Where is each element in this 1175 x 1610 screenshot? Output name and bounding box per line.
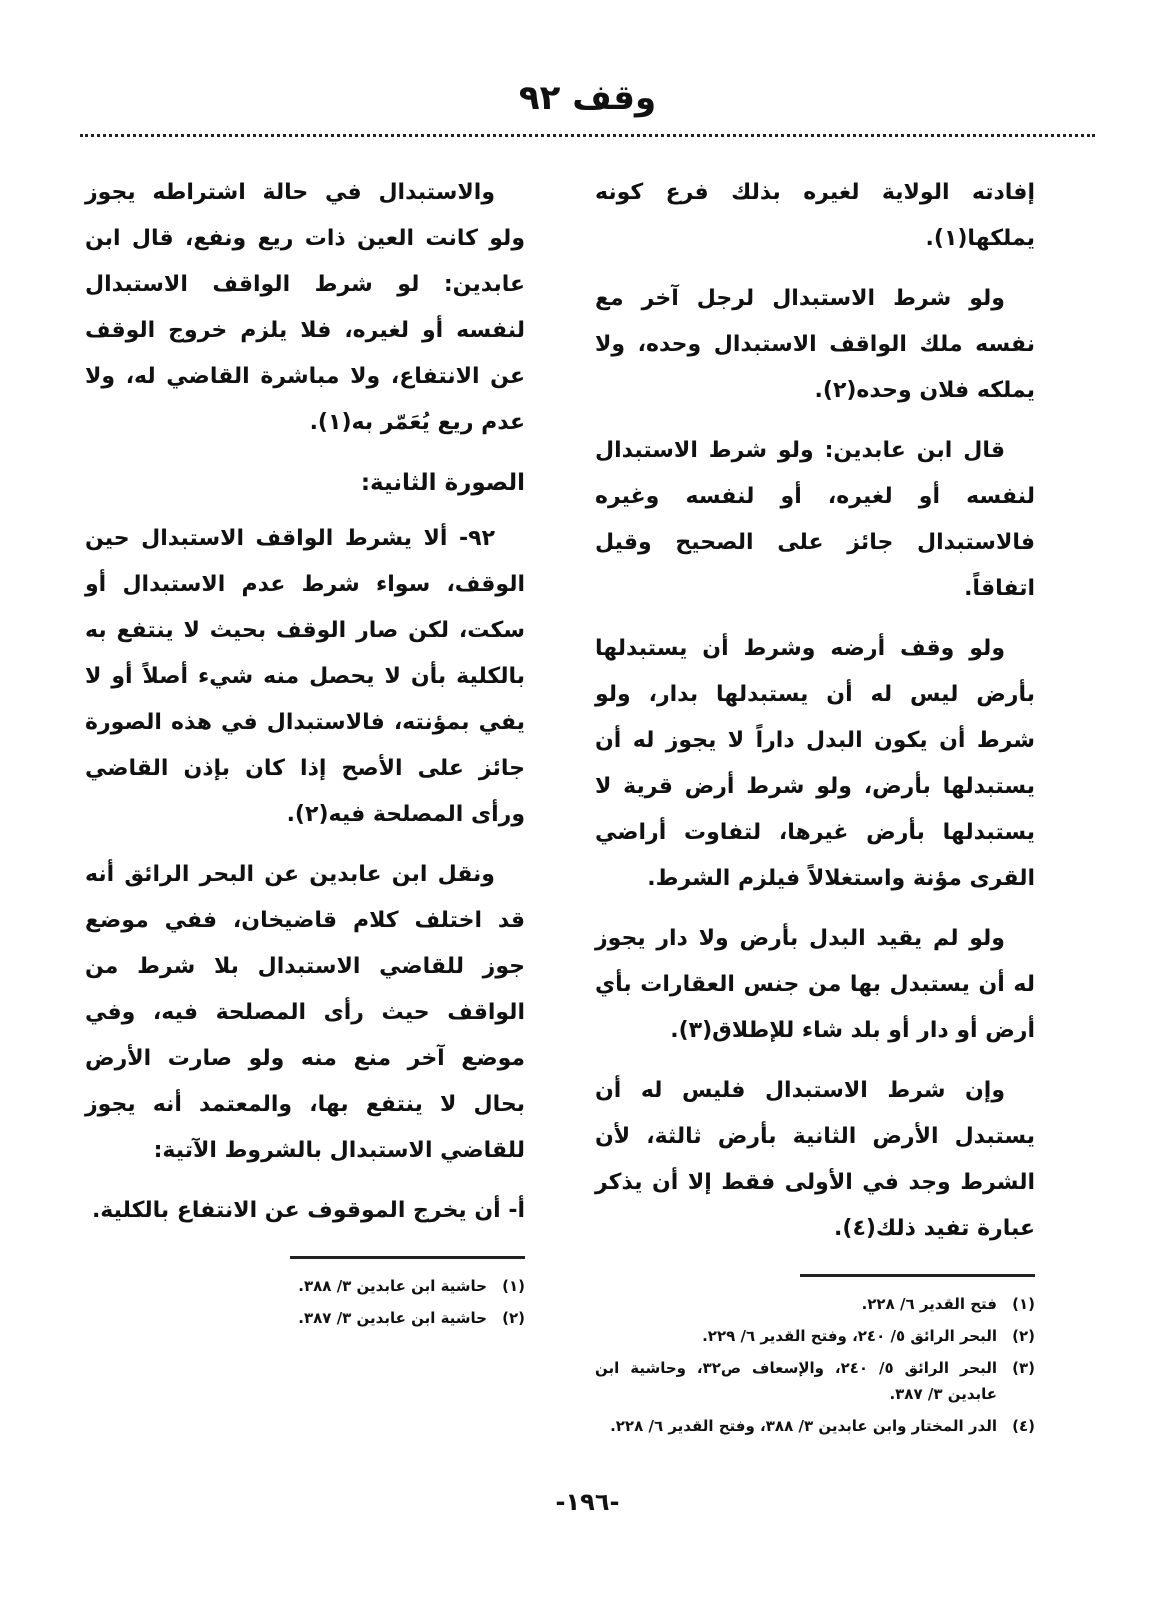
page-header: وقف ٩٢	[518, 78, 657, 118]
footnote-number: (٤)	[1012, 1417, 1035, 1435]
footnote	[595, 1413, 1035, 1439]
footnote-number: (٣)	[1012, 1359, 1035, 1377]
footnote-text: البحر الرائق ٥/ ٢٤٠، والإسعاف ص٣٢، وحاشية ابن عابدين ٣/ ٣٨٧.	[595, 1359, 998, 1403]
left-footnote-rule	[290, 1256, 525, 1259]
page-number: -١٩٦-	[555, 1488, 620, 1516]
footnote-number: (١)	[502, 1277, 525, 1295]
footnote-number: (١)	[1012, 1295, 1035, 1313]
right-paragraph-6: وإن شرط الاستبدال فليس له أن يستبدل الأرض الثانية بأرض ثالثة، لأن الشرط وجد في الأولى فقط إلا أن يذكر عبارة تفيد ذلك(٤).	[595, 1078, 1035, 1241]
left-column	[85, 170, 525, 1337]
right-footnotes	[595, 1291, 1035, 1439]
footnote-number: (٢)	[1012, 1327, 1035, 1345]
footnote-number: (٢)	[502, 1309, 525, 1327]
footnote	[85, 1305, 525, 1331]
footnote-text: الدر المختار وابن عابدين ٣/ ٣٨٨، وفتح القدير ٦/ ٢٢٨.	[610, 1417, 997, 1435]
left-paragraph-4: أ- أن يخرج الموقوف عن الانتفاع بالكلية.	[91, 1198, 525, 1223]
footnote-text: البحر الرائق ٥/ ٢٤٠، وفتح القدير ٦/ ٢٢٩.	[702, 1327, 997, 1345]
right-paragraph-3: قال ابن عابدين: ولو شرط الاستبدال لنفسه أو لغيره، أو لنفسه وغيره فالاستبدال جائز على الصحيح وقيل اتفاقاً.	[595, 438, 1035, 601]
right-paragraph-1: إفادته الولاية لغيره بذلك فرع كونه يملكها(١).	[595, 180, 1035, 251]
left-paragraph-1: والاستبدال في حالة اشتراطه يجوز ولو كانت العين ذات ريع ونفع، قال ابن عابدين: لو شرط الواقف الاستبدال لنفسه أو لغيره، فلا يلزم خروج الوقف عن الانتفاع، ولا مباشرة القاضي له، ولا عدم ريع يُعَمّر به(١).	[85, 180, 525, 435]
right-footnote-rule	[800, 1274, 1035, 1277]
footnote	[595, 1355, 1035, 1407]
right-column	[595, 170, 1035, 1445]
right-paragraph-2: ولو شرط الاستبدال لرجل آخر مع نفسه ملك الواقف الاستبدال وحده، ولا يملكه فلان وحده(٢).	[595, 286, 1035, 403]
right-paragraph-5: ولو لم يقيد البدل بأرض ولا دار يجوز له أن يستبدل بها من جنس العقارات بأي أرض أو دار أو بلد شاء للإطلاق(٣).	[595, 926, 1035, 1043]
footnote-text: حاشية ابن عابدين ٣/ ٣٨٧.	[298, 1309, 487, 1327]
right-paragraph-4: ولو وقف أرضه وشرط أن يستبدلها بأرض ليس له أن يستبدلها بدار، ولو شرط أن يكون البدل داراً لا يجوز له أن يستبدلها بأرض، ولو شرط أرض قرية لا يستبدلها بأرض غيرها، لتفاوت أراضي القرى مؤنة واستغلالاً فيلزم الشرط.	[595, 636, 1035, 891]
header-dotted-rule	[80, 134, 1095, 137]
left-footnotes	[85, 1273, 525, 1331]
footnote-text: حاشية ابن عابدين ٣/ ٣٨٨.	[298, 1277, 487, 1295]
footnote	[595, 1291, 1035, 1317]
footnote	[85, 1273, 525, 1299]
left-paragraph-3: ونقل ابن عابدين عن البحر الرائق أنه قد اختلف كلام قاضيخان، ففي موضع جوز للقاضي الاستبدال بلا شرط من الواقف حيث رأى المصلحة فيه، وفي موضع آخر منع منه ولو صارت الأرض بحال لا ينتفع بها، والمعتمد أنه يجوز للقاضي الاستبدال بالشروط الآتية:	[85, 862, 525, 1163]
footnote	[595, 1323, 1035, 1349]
left-paragraph-2: ٩٢- ألا يشرط الواقف الاستبدال حين الوقف، سواء شرط عدم الاستبدال أو سكت، لكن صار الوقف بحيث لا ينتفع به بالكلية بأن لا يحصل منه شيء أصلاً أو لا يفي بمؤنته، فالاستبدال في هذه الصورة جائز على الأصح إذا كان بإذن القاضي ورأى المصلحة فيه(٢).	[85, 526, 525, 827]
footnote-text: فتح القدير ٦/ ٢٢٨.	[861, 1295, 997, 1313]
section-heading: الصورة الثانية:	[360, 470, 525, 496]
